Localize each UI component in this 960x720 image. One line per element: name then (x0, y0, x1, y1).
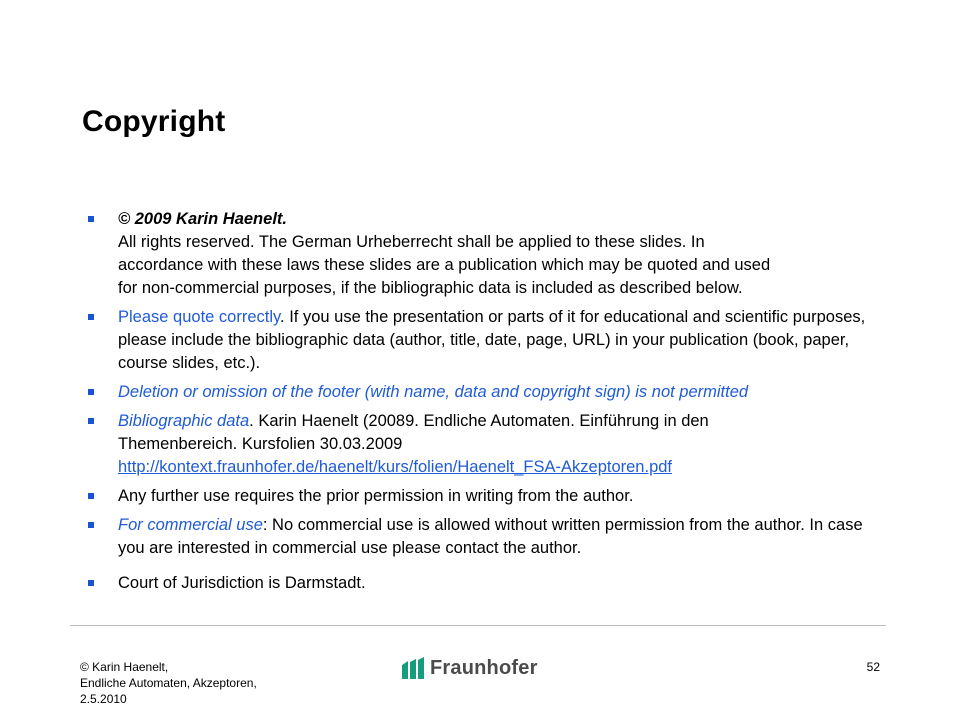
copyright-line-1: All rights reserved. The German Urheberrecht shall be applied to these slides. In (118, 233, 705, 251)
fraunhofer-logo (402, 655, 538, 681)
bullet-footer-notice (88, 381, 888, 404)
bullet-copyright (88, 208, 888, 300)
square-bullet-icon (88, 314, 94, 320)
commercial-text: : No commercial use is allowed without written permission from the author. In case you are interested in commercial use please contact the author. (118, 516, 863, 557)
logo-text: Fraunhofer (430, 656, 538, 679)
copyright-lead: © 2009 Karin Haenelt. (118, 210, 287, 228)
footer-author: © Karin Haenelt, (80, 660, 169, 674)
fraunhofer-logo-icon (402, 657, 424, 679)
copyright-line-3: for non-commercial purposes, if the bibliographic data is included as described below. (118, 279, 743, 297)
bullet-quote (88, 306, 888, 375)
quote-lead: Please quote correctly (118, 308, 281, 326)
square-bullet-icon (88, 216, 94, 222)
square-bullet-icon (88, 522, 94, 528)
bibliographic-line-1: . Karin Haenelt (20089. Endliche Automaten. Einführung in den (249, 412, 709, 430)
commercial-lead: For commercial use (118, 516, 263, 534)
bullet-bibliographic (88, 410, 888, 479)
jurisdiction-text: Court of Jurisdiction is Darmstadt. (118, 574, 366, 592)
bibliographic-url-link[interactable]: http://kontext.fraunhofer.de/haenelt/kurs/folien/Haenelt_FSA-Akzeptoren.pdf (118, 458, 673, 476)
bullet-list (88, 208, 888, 601)
footer-notice-text: Deletion or omission of the footer (with name, data and copyright sign) is not permitted (118, 383, 749, 401)
copyright-line-2: accordance with these laws these slides are a publication which may be quoted and used (118, 256, 771, 274)
bullet-commercial (88, 514, 888, 560)
square-bullet-icon (88, 493, 94, 499)
bullet-jurisdiction (88, 572, 888, 595)
footer-divider (70, 625, 886, 626)
bullet-permission (88, 485, 888, 508)
page-number: 52 (866, 660, 880, 674)
quote-text: . If you use the presentation or parts of it for educational and scientific purposes, please include the bibliographic data (author, title, date, page, URL) in your publication (book, paper, course slides, etc.). (118, 308, 866, 372)
permission-text: Any further use requires the prior permission in writing from the author. (118, 487, 634, 505)
square-bullet-icon (88, 389, 94, 395)
footer-title: Endliche Automaten, Akzeptoren, (80, 676, 257, 690)
square-bullet-icon (88, 580, 94, 586)
footer-date: 2.5.2010 (80, 692, 127, 706)
bibliographic-lead: Bibliographic data (118, 412, 250, 430)
footer-credits (80, 659, 257, 707)
slide-title: Copyright (82, 105, 226, 138)
bibliographic-line-2: Themenbereich. Kursfolien 30.03.2009 (118, 435, 403, 453)
square-bullet-icon (88, 418, 94, 424)
